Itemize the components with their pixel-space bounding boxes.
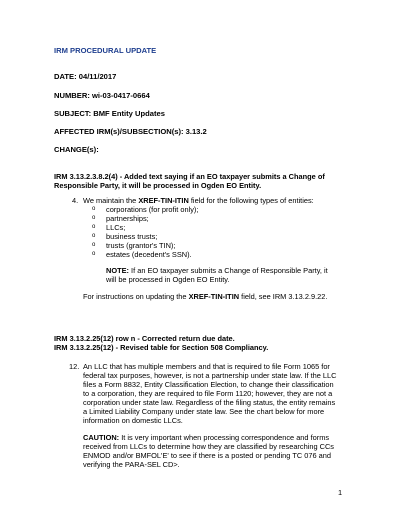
note-line1: [106, 266, 328, 275]
changes-label: CHANGE(s):: [54, 145, 99, 154]
instr-post: field, see IRM 3.13.2.9.22.: [239, 292, 328, 301]
date-line: DATE: 04/11/2017: [54, 72, 117, 81]
item-intro-post: field for the following types of entities:: [188, 196, 314, 205]
bullet-marker: o: [92, 224, 96, 230]
paragraph-line: An LLC that has multiple members and that is required to file Form 1065 for: [83, 362, 330, 371]
section1-heading-line1: IRM 3.13.2.3.8.2(4) - Added text saying if an EO taxpayer submits a Change of: [54, 172, 325, 181]
affected-irm-line: AFFECTED IRM(s)/SUBSECTION(s): 3.13.2: [54, 127, 207, 136]
item-intro-pre: We maintain the: [83, 196, 139, 205]
xref-field-name: XREF-TIN-ITIN: [138, 196, 189, 205]
bullet-marker: o: [92, 206, 96, 212]
note-label: NOTE:: [106, 266, 129, 275]
list-item: partnerships;: [106, 214, 149, 223]
list-item: LLCs;: [106, 223, 126, 232]
paragraph-line: a Limited Liability Company under state law. See the chart below for more: [83, 407, 325, 416]
list-item: trusts (grantor's TIN);: [106, 241, 176, 250]
instr-pre: For instructions on updating the: [83, 292, 189, 301]
caution-line: verifying the PARA-SEL CD>.: [83, 460, 180, 469]
paragraph-line: information on domestic LLCs.: [83, 416, 183, 425]
paragraph-line: files a Form 8832, Entity Classification Election, to change their classification: [83, 380, 334, 389]
number-line: NUMBER: wi-03-0417-0664: [54, 91, 150, 100]
list-item: estates (decedent's SSN).: [106, 250, 192, 259]
list-item: corporations (for profit only);: [106, 205, 199, 214]
section1-heading-line2: Responsible Party, it will be processed in Ogden EO Entity.: [54, 181, 262, 190]
bullet-marker: o: [92, 242, 96, 248]
item-intro: [83, 196, 314, 205]
item-number: 4.: [72, 196, 79, 205]
bullet-marker: o: [92, 251, 96, 257]
paragraph-line: corporation under state law. Regardless of the filing status, the entity remains: [83, 398, 336, 407]
caution-label: CAUTION:: [83, 433, 120, 442]
document-title: IRM PROCEDURAL UPDATE: [54, 46, 157, 55]
paragraph-line: to a corporation, they are required to file Form 1120; however, they are not a: [83, 389, 333, 398]
instr-field-name: XREF-TIN-ITIN: [188, 292, 240, 301]
paragraph-line: federal tax purposes, however, is not a partnership under state law. If the LLC: [83, 371, 337, 380]
list-item: business trusts;: [106, 232, 158, 241]
bullet-marker: o: [92, 233, 96, 239]
caution-text-1: It is very important when processing correspondence and forms: [119, 433, 330, 442]
bullet-marker: o: [92, 215, 96, 221]
instructions-line: [83, 292, 327, 301]
subject-line: SUBJECT: BMF Entity Updates: [54, 109, 165, 118]
section2-heading-line1: IRM 3.13.2.25(12) row n - Corrected return due date.: [54, 334, 235, 343]
caution-line: received from LLCs to determine how they are classified by researching CCs: [83, 442, 334, 451]
note-line2: will be processed in Ogden EO Entity.: [106, 275, 230, 284]
caution-line1: [83, 433, 329, 442]
section2-heading-line2: IRM 3.13.2.25(12) - Revised table for Section 508 Compliancy.: [54, 343, 269, 352]
item-number: 12.: [69, 362, 80, 371]
caution-line: ENMOD and/or BMFOL'E' to see if there is a posted or pending TC 076 and: [83, 451, 331, 460]
page-number: 1: [338, 488, 343, 497]
note-text-1: If an EO taxpayer submits a Change of Responsible Party, it: [129, 266, 328, 275]
